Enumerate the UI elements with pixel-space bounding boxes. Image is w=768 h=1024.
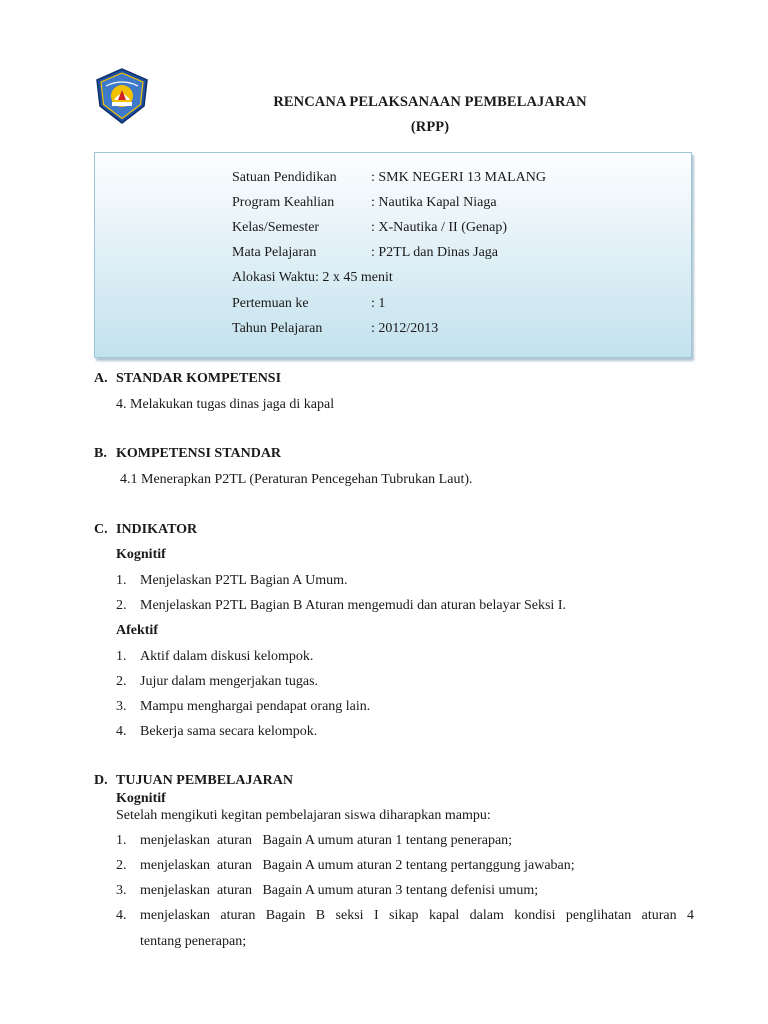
kognitif-subheading: Kognitif [116, 791, 166, 806]
info-label: Mata Pelajaran [232, 245, 317, 260]
list-number: 1. [116, 573, 127, 588]
list-number: 2. [116, 674, 127, 689]
list-text: Aktif dalam diskusi kelompok. [140, 649, 314, 664]
list-text: menjelaskan aturan Bagain A umum aturan 3 tentang defenisi umum; [140, 883, 539, 898]
standar-kompetensi-text: 4. Melakukan tugas dinas jaga di kapal [116, 397, 335, 412]
list-text: Bekerja sama secara kelompok. [140, 724, 318, 739]
section-title: STANDAR KOMPETENSI [116, 371, 282, 386]
list-text: menjelaskan aturan Bagain A umum aturan 2 tentang pertanggung jawaban; [140, 858, 575, 873]
list-text: menjelaskan aturan Bagain A umum aturan 1 tentang penerapan; [140, 833, 513, 848]
list-number: 2. [116, 858, 127, 873]
list-text: Menjelaskan P2TL Bagian B Aturan mengemudi dan aturan belayar Seksi I. [140, 598, 566, 613]
kognitif-subheading: Kognitif [116, 547, 166, 562]
info-value: : SMK NEGERI 13 MALANG [371, 170, 546, 185]
document-subtitle: (RPP) [410, 119, 450, 135]
info-value: : 1 [371, 296, 386, 311]
section-letter: D. [94, 773, 108, 788]
info-label: Tahun Pelajaran [232, 321, 323, 336]
info-value: : 2012/2013 [371, 321, 439, 336]
info-label: Satuan Pendidikan [232, 170, 337, 185]
list-number: 3. [116, 699, 127, 714]
document-title: RENCANA PELAKSANAAN PEMBELAJARAN [273, 94, 587, 110]
list-number: 1. [116, 649, 127, 664]
info-label: Alokasi Waktu: 2 x 45 menit [232, 270, 393, 285]
section-title: TUJUAN PEMBELAJARAN [116, 773, 293, 788]
section-letter: B. [94, 446, 107, 461]
section-title: INDIKATOR [116, 522, 198, 537]
list-text: menjelaskan aturan Bagain B seksi I sikap kapal dalam kondisi penglihatan aturan 4 [140, 908, 694, 923]
section-letter: C. [94, 522, 108, 537]
tujuan-intro-text: Setelah mengikuti kegitan pembelajaran siswa diharapkan mampu: [116, 808, 491, 823]
tut-wuri-handayani-emblem-icon [92, 66, 152, 126]
info-label: Pertemuan ke [232, 296, 309, 311]
list-text-continuation: tentang penerapan; [140, 934, 247, 949]
kompetensi-standar-text: 4.1 Menerapkan P2TL (Peraturan Pencegehan Tubrukan Laut). [120, 472, 473, 487]
info-label: Program Keahlian [232, 195, 335, 210]
list-text: Menjelaskan P2TL Bagian A Umum. [140, 573, 348, 588]
info-label: Kelas/Semester [232, 220, 320, 235]
list-number: 1. [116, 833, 127, 848]
info-value: : Nautika Kapal Niaga [371, 195, 497, 210]
list-number: 2. [116, 598, 127, 613]
list-text: Jujur dalam mengerjakan tugas. [140, 674, 319, 689]
list-number: 3. [116, 883, 127, 898]
list-number: 4. [116, 724, 127, 739]
info-value: : P2TL dan Dinas Jaga [371, 245, 499, 260]
afektif-subheading: Afektif [116, 623, 158, 638]
section-letter: A. [94, 371, 108, 386]
section-title: KOMPETENSI STANDAR [116, 446, 282, 461]
list-number: 4. [116, 908, 127, 923]
info-value: : X-Nautika / II (Genap) [371, 220, 508, 235]
list-text: Mampu menghargai pendapat orang lain. [140, 699, 371, 714]
